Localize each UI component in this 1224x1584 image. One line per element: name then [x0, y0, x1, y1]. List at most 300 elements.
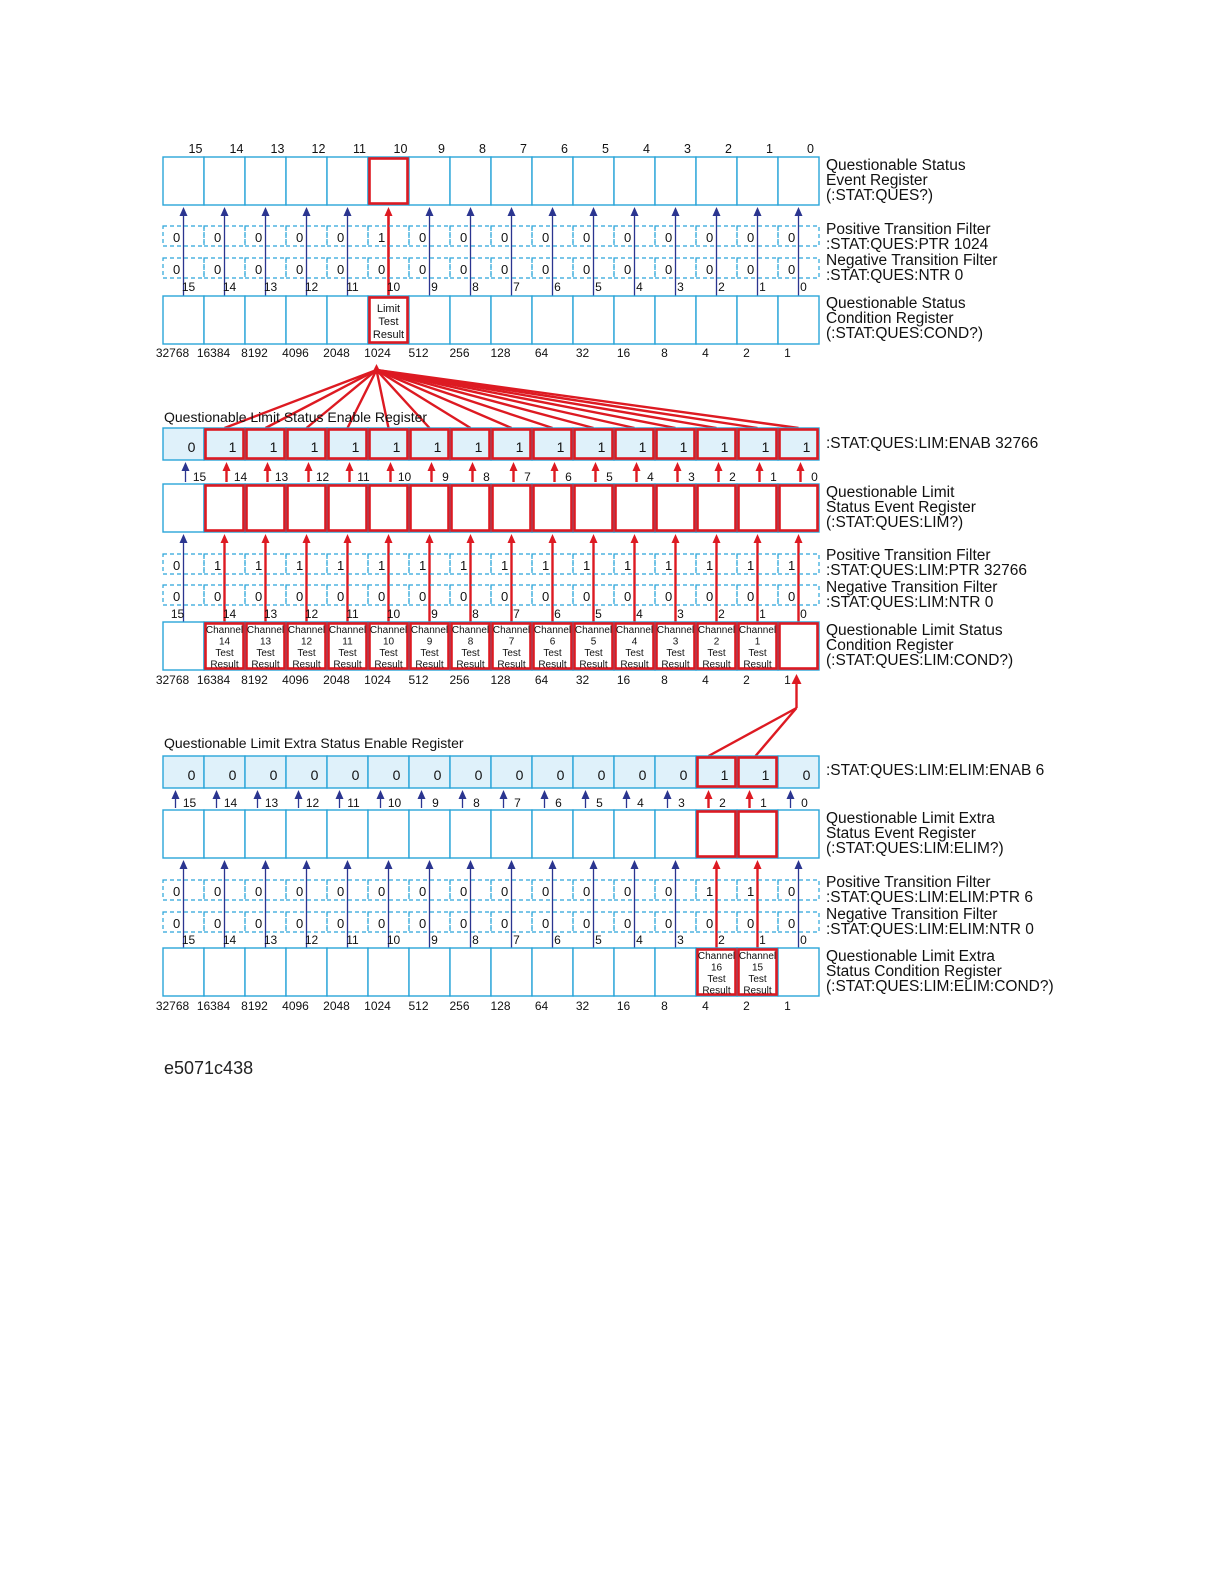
cell-text: Test: [215, 648, 234, 659]
extra-enable-value: 0: [556, 767, 565, 783]
ques-cond-bit-number: 14: [222, 280, 237, 294]
weight-label: 4096: [282, 673, 309, 687]
limit-enable-bit-number: 8: [483, 470, 490, 484]
cell-text: 15: [751, 962, 764, 974]
extra-ntr-value: 0: [706, 916, 714, 931]
arrowhead: [705, 790, 713, 799]
top-bit-number: 10: [393, 142, 408, 156]
extra-cond-cell: [245, 948, 286, 996]
arrowhead: [428, 462, 436, 471]
weight-label: 8: [661, 999, 668, 1013]
limit-ntr-value: 0: [378, 589, 386, 604]
arrowhead: [344, 534, 352, 543]
ques-cond-bit-number: 2: [718, 280, 725, 294]
extra-ntr-value: 0: [501, 916, 509, 931]
extra-ptr-value: 0: [378, 884, 386, 899]
limit-enable-value: 1: [720, 439, 729, 455]
arrowhead: [510, 462, 518, 471]
limit-enable-bit-number: 10: [397, 470, 412, 484]
ques-cond-cell: [450, 296, 491, 344]
cell-text: Result: [702, 659, 731, 671]
cell-text: 11: [342, 636, 353, 648]
weight-label: 4: [702, 673, 709, 687]
cell-text: Test: [256, 648, 275, 659]
arrowhead: [336, 790, 344, 799]
arrowhead: [344, 860, 352, 869]
weight-label: 1024: [364, 346, 391, 360]
arrowhead: [508, 207, 516, 216]
ques-event-cell: [204, 157, 245, 205]
limit-ntr-value: 0: [501, 589, 509, 604]
cell-text: Channel: [574, 625, 613, 636]
cell-text: Test: [543, 648, 562, 659]
limit-enable-bit-number: 3: [688, 470, 695, 484]
extra-ptr-value: 0: [173, 884, 181, 899]
ques-cond-bit-number: 6: [554, 280, 561, 294]
arrowhead: [549, 207, 557, 216]
arrowhead: [221, 207, 229, 216]
extra-event-cell: [368, 810, 409, 858]
limit-cond-label: (:STAT:QUES:LIM:COND?): [826, 652, 1014, 669]
extra-cond-bit-number: 9: [431, 933, 438, 947]
cell-text: 7: [508, 636, 515, 648]
extra-enable-cell: [163, 756, 204, 788]
limit-ntr-value: 0: [337, 589, 345, 604]
limit-cond-bit-number: 7: [513, 607, 520, 621]
arrowhead: [344, 207, 352, 216]
cell-text: 8: [467, 636, 474, 648]
ques-event-cell: [286, 157, 327, 205]
limit-enable-bit-number: 12: [315, 470, 330, 484]
ques-cond-bit-number: 12: [304, 280, 319, 294]
extra-cond-cell: [532, 948, 573, 996]
arrowhead: [551, 462, 559, 471]
extra-enable-value: 0: [228, 767, 237, 783]
extra-enable-bit-number: 10: [387, 796, 402, 810]
weight-label: 256: [449, 999, 470, 1013]
ques-event-cell: [327, 157, 368, 205]
weight-label: 64: [534, 346, 549, 360]
ques-event-cell: [245, 157, 286, 205]
ques-cond-cell: [655, 296, 696, 344]
limit-ntr-label: Negative Transition Filter: [826, 579, 998, 596]
arrowhead: [303, 860, 311, 869]
ques-event-cell: [573, 157, 614, 205]
extra-ntr-label: :STAT:QUES:LIM:ELIM:NTR 0: [826, 921, 1034, 938]
figure-id: e5071c438: [164, 1058, 254, 1078]
extra-enable-value: 0: [187, 767, 196, 783]
extra-enable-bit-number: 11: [347, 796, 360, 810]
extra-enable-value: 0: [433, 767, 442, 783]
cell-text: Test: [420, 648, 439, 659]
extra-event-cell: [532, 810, 573, 858]
extra-enable-cell: [737, 756, 778, 788]
cell-text: Result: [251, 659, 280, 671]
extra-ntr-value: 0: [214, 916, 222, 931]
limit-enable-value: 1: [269, 439, 278, 455]
cell-text: Result: [497, 659, 526, 671]
arrowhead: [590, 207, 598, 216]
top-bit-number: 6: [561, 142, 568, 156]
extra-cond-cell: [778, 948, 819, 996]
limit-ptr-value: 1: [255, 558, 263, 573]
limit-ptr-value: 1: [542, 558, 550, 573]
ques-ntr-value: 0: [542, 262, 550, 277]
cell-text: Channel: [369, 625, 408, 636]
arrowhead: [223, 462, 231, 471]
extra-enable-bit-number: 0: [801, 796, 808, 810]
limit-enable-value: 1: [802, 439, 811, 455]
limit-ntr-value: 0: [296, 589, 304, 604]
limit-cond-bit-number: 11: [346, 607, 359, 621]
extra-enable-cell: [245, 756, 286, 788]
weight-label: 32768: [155, 346, 190, 360]
arrowhead: [377, 790, 385, 799]
weight-label: 32768: [155, 999, 190, 1013]
limit-cond-bit-number: 13: [263, 607, 278, 621]
cell-text: Channel: [287, 625, 326, 636]
extra-event-cell: [737, 810, 778, 858]
arrowhead: [182, 462, 190, 471]
extra-ntr-value: 0: [378, 916, 386, 931]
extra-ntr-value: 0: [255, 916, 263, 931]
weight-label: 4: [702, 999, 709, 1013]
limit-enable-label: :STAT:QUES:LIM:ENAB 32766: [826, 435, 1039, 452]
arrowhead: [221, 534, 229, 543]
ques-cond-bit-number: 8: [472, 280, 479, 294]
extra-cond-label: Status Condition Register: [826, 963, 1002, 980]
cell-text: Result: [210, 659, 239, 671]
ques-cond-cell: [614, 296, 655, 344]
top-bit-number: 7: [520, 142, 527, 156]
extra-enable-value: 0: [679, 767, 688, 783]
limit-enable-value: 1: [638, 439, 647, 455]
weight-label: 8: [661, 673, 668, 687]
limit-cond-bit-number: 5: [595, 607, 602, 621]
limit-cond-cell: [163, 622, 204, 670]
arrowhead: [754, 534, 762, 543]
cell-text: Channel: [492, 625, 531, 636]
extra-enable-bit-number: 6: [555, 796, 562, 810]
extra-enable-bit-number: 9: [432, 796, 439, 810]
ques-cond-bit-number: 13: [263, 280, 278, 294]
limit-cond-bit-number: 14: [222, 607, 237, 621]
cell-text: Channel: [697, 625, 736, 636]
extra-enable-value: 0: [474, 767, 483, 783]
limit-cond-label: Questionable Limit Status: [826, 622, 1003, 639]
weight-label: 4096: [282, 999, 309, 1013]
weight-label: 1: [784, 346, 791, 360]
ques-ntr-label: Negative Transition Filter: [826, 252, 998, 269]
ques-cond-bit-number: 11: [346, 280, 359, 294]
extra-event-cell: [286, 810, 327, 858]
arrowhead: [633, 462, 641, 471]
weight-label: 1024: [364, 673, 391, 687]
ques-ntr-value: 0: [460, 262, 468, 277]
ques-ptr-value: 0: [337, 230, 345, 245]
limit-enable-cell: [204, 428, 245, 460]
arrowhead: [262, 534, 270, 543]
cell-text: Test: [748, 648, 767, 659]
ques-cond-bit-number: 4: [636, 280, 643, 294]
extra-cond-bit-number: 8: [472, 933, 479, 947]
extra-ntr-value: 0: [747, 916, 755, 931]
cell-text: Result: [661, 659, 690, 671]
ques-cond-bit-number: 1: [759, 280, 766, 294]
limit-ntr-value: 0: [214, 589, 222, 604]
arrowhead: [713, 860, 721, 869]
extra-ntr-value: 0: [665, 916, 673, 931]
extra-cond-label: Questionable Limit Extra: [826, 948, 995, 965]
arrowhead: [467, 207, 475, 216]
arrowhead: [672, 207, 680, 216]
extra-enable-value: 0: [597, 767, 606, 783]
ques-cond-cell: [286, 296, 327, 344]
extra-ptr-value: 0: [337, 884, 345, 899]
top-bit-number: 12: [311, 142, 326, 156]
cell-text: Result: [702, 985, 731, 997]
limit-ptr-value: 1: [337, 558, 345, 573]
extra-enable-cell: [204, 756, 245, 788]
extra-event-cell: [696, 810, 737, 858]
limit-event-cell: [450, 484, 491, 532]
limit-ptr-value: 1: [296, 558, 304, 573]
extra-ptr-value: 0: [460, 884, 468, 899]
limit-event-cell: [327, 484, 368, 532]
limit-event-cell: [368, 484, 409, 532]
extra-enable-value: 0: [310, 767, 319, 783]
ques-event-cell: [368, 157, 409, 205]
cell-text: 10: [382, 636, 395, 648]
extra-enable-bit-number: 3: [678, 796, 685, 810]
cell-text: Test: [707, 974, 726, 985]
limit-event-cell: [286, 484, 327, 532]
ques-ptr-value: 0: [296, 230, 304, 245]
ques-cond-cell: [163, 296, 204, 344]
extra-ntr-value: 0: [337, 916, 345, 931]
weight-label: 16: [616, 999, 631, 1013]
ques-cond-bit-number: 5: [595, 280, 602, 294]
cell-text: Test: [502, 648, 521, 659]
weight-label: 1: [784, 673, 791, 687]
arrowhead: [623, 790, 631, 799]
limit-enable-cell: [737, 428, 778, 460]
ques-cond-bit-number: 15: [181, 280, 196, 294]
weight-label: 128: [490, 999, 511, 1013]
limit-enable-cell: [163, 428, 204, 460]
cell-text: 2: [713, 636, 720, 648]
ques-ntr-value: 0: [788, 262, 796, 277]
cell-text: Result: [374, 659, 403, 671]
cell-text: Result: [743, 659, 772, 671]
arrowhead: [795, 534, 803, 543]
arrowhead: [590, 534, 598, 543]
top-bit-number: 1: [766, 142, 773, 156]
weight-label: 32768: [155, 673, 190, 687]
cell-text: Test: [297, 648, 316, 659]
extra-event-cell: [614, 810, 655, 858]
extra-event-cell: [655, 810, 696, 858]
arrowhead: [303, 534, 311, 543]
weight-label: 4096: [282, 346, 309, 360]
cell-text: Channel: [451, 625, 490, 636]
arrowhead: [715, 462, 723, 471]
extra-ptr-value: 0: [214, 884, 222, 899]
extra-event-cell: [204, 810, 245, 858]
arrowhead: [459, 790, 467, 799]
limit-enable-bit-number: 7: [524, 470, 531, 484]
extra-enable-cell: [409, 756, 450, 788]
cell-text: Result: [579, 659, 608, 671]
extra-enable-cell: [327, 756, 368, 788]
ques-event-label: Questionable Status: [826, 157, 966, 174]
weight-label: 8192: [241, 999, 268, 1013]
cell-text: 3: [672, 636, 679, 648]
extra-enable-value: 0: [269, 767, 278, 783]
arrowhead: [385, 207, 393, 216]
ques-ntr-value: 0: [501, 262, 509, 277]
extra-enable-cell: [532, 756, 573, 788]
cell-text: Channel: [205, 625, 244, 636]
extra-enable-cell: [655, 756, 696, 788]
limit-enable-cell: [573, 428, 614, 460]
limit-event-cell: [655, 484, 696, 532]
ques-ntr-value: 0: [214, 262, 222, 277]
cell-text: 9: [426, 636, 433, 648]
arrowhead: [508, 534, 516, 543]
extra-cond-cell: [286, 948, 327, 996]
limit-cond-label: Condition Register: [826, 637, 954, 654]
extra-cond-bit-number: 12: [304, 933, 319, 947]
ques-ntr-value: 0: [337, 262, 345, 277]
ques-ptr-value: 0: [542, 230, 550, 245]
arrowhead: [295, 790, 303, 799]
limit-cond-bit-number: 15: [170, 607, 185, 621]
limit-ntr-value: 0: [542, 589, 550, 604]
arrowhead: [500, 790, 508, 799]
ques-event-cell: [614, 157, 655, 205]
extra-ptr-label: Positive Transition Filter: [826, 874, 991, 891]
ques-ntr-value: 0: [173, 262, 181, 277]
ques-event-cell: [655, 157, 696, 205]
limit-ntr-value: 0: [583, 589, 591, 604]
extra-event-cell: [573, 810, 614, 858]
extra-enable-value: 1: [720, 767, 729, 783]
ques-cond-bit-number: 10: [386, 280, 401, 294]
extra-cond-cell: [163, 948, 204, 996]
extra-ptr-value: 0: [296, 884, 304, 899]
extra-cond-bit-number: 10: [386, 933, 401, 947]
extra-cond-bit-number: 15: [181, 933, 196, 947]
cell-text: Result: [620, 659, 649, 671]
weight-label: 128: [490, 346, 511, 360]
arrowhead: [180, 860, 188, 869]
ques-event-cell: [778, 157, 819, 205]
top-bit-number: 13: [270, 142, 285, 156]
extra-cond-bit-number: 3: [677, 933, 684, 947]
cell-text: Limit: [376, 303, 401, 315]
weight-label: 32: [575, 673, 590, 687]
ques-ntr-value: 0: [255, 262, 263, 277]
limit-ptr-value: 1: [460, 558, 468, 573]
extra-cond-cell: [204, 948, 245, 996]
extra-event-cell: [327, 810, 368, 858]
top-bit-number: 4: [643, 142, 650, 156]
limit-cond-bit-number: 1: [759, 607, 766, 621]
weight-label: 512: [408, 999, 429, 1013]
cell-text: Channel: [328, 625, 367, 636]
arrowhead: [631, 207, 639, 216]
extra-cond-bit-number: 5: [595, 933, 602, 947]
limit-enable-bit-number: 5: [606, 470, 613, 484]
arrowhead: [426, 534, 434, 543]
connector-line: [756, 708, 797, 756]
arrowhead: [305, 462, 313, 471]
extra-ntr-value: 0: [419, 916, 427, 931]
extra-cond-cell: [327, 948, 368, 996]
limit-ntr-label: :STAT:QUES:LIM:NTR 0: [826, 594, 994, 611]
cell-text: Test: [625, 648, 644, 659]
extra-enable-label: :STAT:QUES:LIM:ELIM:ENAB 6: [826, 762, 1045, 779]
cell-text: 13: [259, 636, 272, 648]
extra-cond-cell: [491, 948, 532, 996]
cell-text: Test: [378, 316, 399, 328]
cell-text: Test: [666, 648, 685, 659]
cell-text: 1: [754, 636, 761, 648]
extra-event-cell: [163, 810, 204, 858]
ques-cond-cell: [491, 296, 532, 344]
weight-label: 256: [449, 346, 470, 360]
limit-event-cell: [245, 484, 286, 532]
arrowhead: [264, 462, 272, 471]
extra-cond-label: (:STAT:QUES:LIM:ELIM:COND?): [826, 978, 1054, 995]
extra-cond-bit-number: 2: [718, 933, 725, 947]
limit-enable-value: 1: [351, 439, 360, 455]
weight-label: 1: [784, 999, 791, 1013]
arrowhead: [713, 207, 721, 216]
cell-text: Result: [415, 659, 444, 671]
extra-ntr-value: 0: [296, 916, 304, 931]
weight-label: 2048: [323, 673, 350, 687]
arrowhead: [180, 207, 188, 216]
arrowhead: [664, 790, 672, 799]
ques-event-cell: [532, 157, 573, 205]
weight-label: 2048: [323, 346, 350, 360]
limit-enable-cell: [491, 428, 532, 460]
arrowhead: [672, 534, 680, 543]
extra-enable-title: Questionable Limit Extra Status Enable Register: [164, 735, 464, 751]
arrowhead: [795, 207, 803, 216]
top-bit-number: 3: [684, 142, 691, 156]
limit-event-label: Status Event Register: [826, 499, 976, 516]
limit-enable-cell: [409, 428, 450, 460]
limit-enable-cell: [368, 428, 409, 460]
cell-text: Result: [372, 329, 405, 341]
extra-ntr-value: 0: [788, 916, 796, 931]
limit-event-cell: [737, 484, 778, 532]
cell-text: Channel: [697, 951, 736, 962]
cell-text: 14: [218, 636, 231, 648]
arrowhead: [262, 860, 270, 869]
limit-enable-title: Questionable Limit Status Enable Register: [164, 409, 428, 425]
ques-event-cell: [491, 157, 532, 205]
limit-ntr-value: 0: [706, 589, 714, 604]
limit-enable-cell: [327, 428, 368, 460]
limit-ntr-value: 0: [255, 589, 263, 604]
ques-ptr-value: 0: [706, 230, 714, 245]
limit-enable-bit-number: 2: [729, 470, 736, 484]
cell-text: Channel: [738, 951, 777, 962]
